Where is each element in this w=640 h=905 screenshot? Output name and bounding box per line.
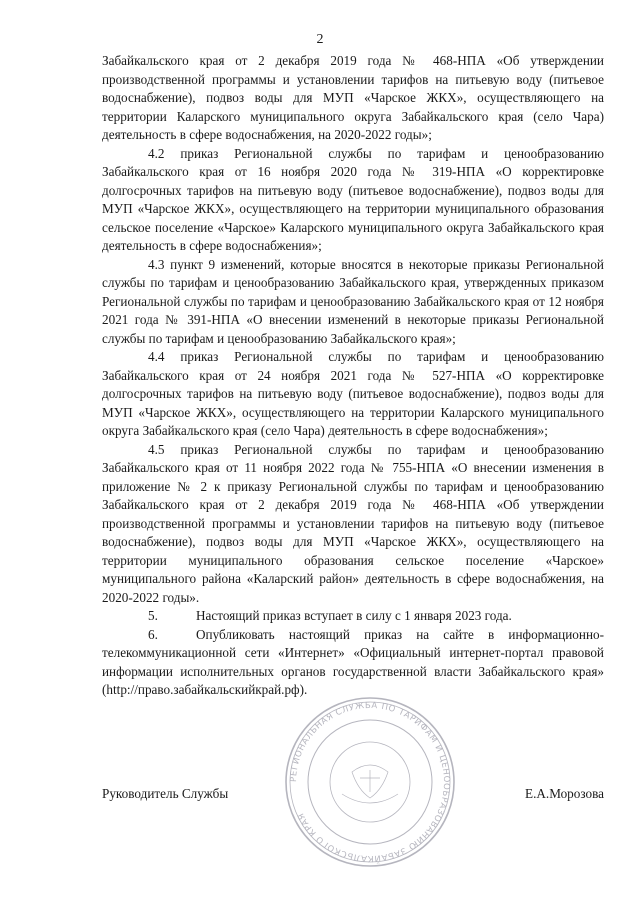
signatory-title: Руководитель Службы xyxy=(102,786,229,801)
official-seal-stamp xyxy=(282,694,458,870)
seal-text: РЕГИОНАЛЬНАЯ СЛУЖБА ПО ТАРИФАМ И ЦЕНООБРАЗОВАНИЮ ЗАБАЙКАЛЬСКОГО КРАЯ xyxy=(288,700,452,864)
item-text: Опубликовать настоящий приказ на сайте в информационно-телекоммуникационной сети «Интернет» «Официальный интернет-портал правовой информации исполнительных органов государственной власти Забайкальского края» (http://право.забайкальскийкрай.рф). xyxy=(102,626,604,697)
paragraph-5 xyxy=(102,607,604,626)
signatory-name: Е.А.Морозова xyxy=(525,786,604,801)
item-text: Настоящий приказ вступает в силу с 1 января 2023 года. xyxy=(196,608,512,623)
item-number: 5. xyxy=(148,608,158,623)
page-number: 2 xyxy=(316,32,324,47)
paragraph-4-5: 4.5 приказ Региональной службы по тарифам и ценообразованию Забайкальского края от 11 ноября 2022 года № 755-НПА «О внесении изменения в приложение № 2 к приказу Региональной службы по тарифам и ценообразованию Забайкальского края от 2 декабря 2019 года № 468-НПА «Об утверждении производственной программы и установлении тарифов на питьевую воду (питьевое водоснабжение), подвоз воды для МУП «Чарское ЖКХ», осуществляющего на территории муниципального образования сельское поселение «Чарское» муниципального района «Каларский район» деятельность в сфере водоснабжения, на 2020-2022 годы». xyxy=(102,441,604,605)
paragraph-4-4: 4.4 приказ Региональной службы по тарифам и ценообразованию Забайкальского края от 24 ноября 2021 года № 527-НПА «О корректировке долгосрочных тарифов на питьевую воду (питьевое водоснабжение), подвоз воды для МУП «Чарское ЖКХ», осуществляющего на территории Каларского муниципального округа Забайкальского края (село Чара) деятельность в сфере водоснабжения»; xyxy=(102,349,604,438)
document-body xyxy=(102,52,604,700)
paragraph-4-1-continuation: Забайкальского края от 2 декабря 2019 года № 468-НПА «Об утверждении производственной программы и установлении тарифов на питьевую воду (питьевое водоснабжение), подвоз воды для МУП «Чарское ЖКХ», осуществляющего на территории Каларского муниципального округа Забайкальского края (село Чара) деятельность в сфере водоснабжения, на 2020-2022 годы»; xyxy=(102,53,604,142)
item-number: 6. xyxy=(148,626,158,642)
paragraph-4-3: 4.3 пункт 9 изменений, которые вносятся в некоторые приказы Региональной службы по тарифам и ценообразованию Забайкальского края, утвержденных приказом Региональной службы по тарифам и ценообразованию Забайкальского края от 12 ноября 2021 года № 391-НПА «О внесении изменений в некоторые приказы Региональной службы по тарифам и ценообразованию Забайкальского края»; xyxy=(102,256,604,346)
paragraph-4-2: 4.2 приказ Региональной службы по тарифам и ценообразованию Забайкальского края от 16 ноября 2020 года № 319-НПА «О корректировке долгосрочных тарифов на питьевую воду (питьевое водоснабжение), подвоз воды для МУП «Чарское ЖКХ», осуществляющего на территории муниципального образования сельское поселение «Чарское» Каларского муниципального округа Забайкальского края деятельность в сфере водоснабжения»; xyxy=(102,145,604,253)
paragraph-6 xyxy=(102,626,604,700)
